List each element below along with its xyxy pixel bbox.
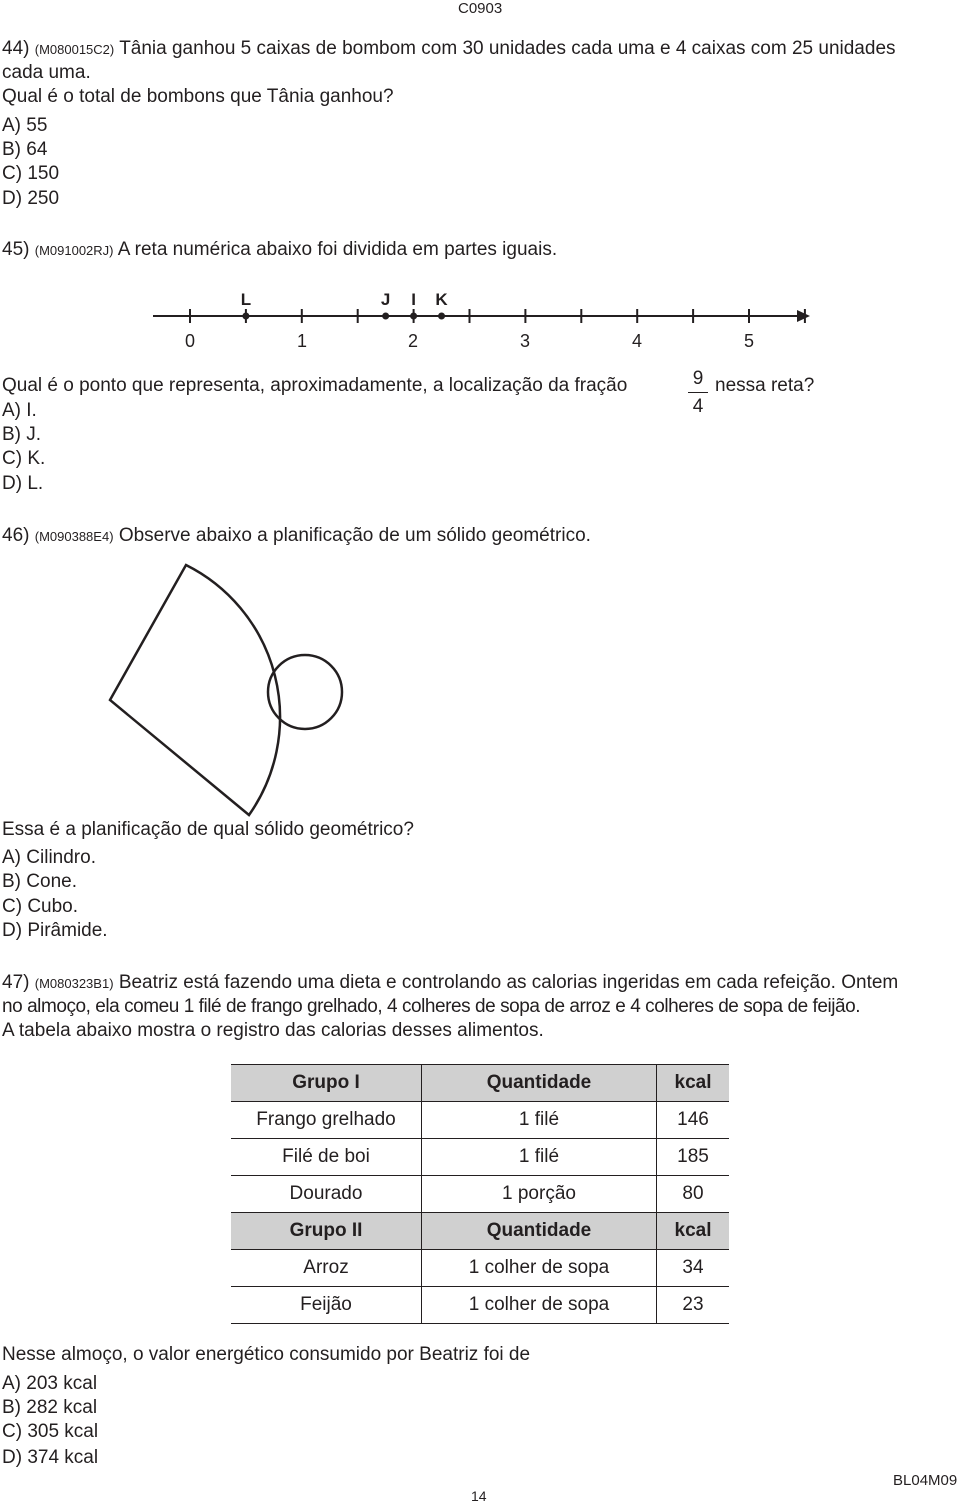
q44-option-b: B) 64 [2,139,48,160]
table-cell: 34 [657,1250,730,1287]
q44-option-d: D) 250 [2,188,60,209]
tick-label-5: 5 [743,331,755,351]
q47-option-a: A) 203 kcal [2,1373,98,1394]
number-line-point-K [438,313,445,320]
q46-stem: Observe abaixo a planificação de um sólido geométrico. [118,525,591,546]
number-line [150,285,820,355]
q47-line-1 [2,971,898,996]
table-cell: Frango grelhado [231,1102,422,1139]
q44-option-a: A) 55 [2,115,48,136]
fraction-bar [688,392,708,393]
number-line-point-I [410,313,417,320]
table-cell: 1 filé [422,1102,657,1139]
table-cell: Arroz [231,1250,422,1287]
q45-option-d: D) L. [2,473,44,494]
q44-stem-2: cada uma. [2,62,91,83]
table-row [231,1250,729,1287]
table-header-cell: Quantidade [422,1065,657,1102]
q47-stem-3: A tabela abaixo mostra o registro das calorias desses alimentos. [2,1020,544,1041]
q45-code: (M091002RJ) [34,243,114,258]
number-line-point-label: J [380,290,391,309]
q44-stem-1: Tânia ganhou 5 caixas de bombom com 30 unidades cada uma e 4 caixas com 25 unidades [119,38,896,59]
table-header-group-2 [231,1213,729,1250]
q44-line-1 [2,37,896,62]
table-cell: 185 [657,1139,730,1176]
q45-number: 45) [2,239,30,260]
q45-option-a: A) I. [2,400,37,421]
cone-lateral-sector [110,565,280,815]
footer-code: BL04M09 [893,1472,958,1489]
table-row [231,1139,729,1176]
tick-label-1: 1 [296,331,308,351]
q44-question: Qual é o total de bombons que Tânia ganhou? [2,86,394,107]
table-cell: 80 [657,1176,730,1213]
table-cell: Filé de boi [231,1139,422,1176]
table-header-group-1 [231,1065,729,1102]
q46-line-1 [2,524,591,549]
q46-option-a: A) Cilindro. [2,847,96,868]
q45-question-after: nessa reta? [715,375,815,396]
number-line-point-L [242,313,249,320]
table-cell: Feijão [231,1287,422,1324]
tick-label-2: 2 [407,331,419,351]
q47-number: 47) [2,972,30,993]
q45-question [2,374,627,398]
q47-stem-2: no almoço, ela comeu 1 filé de frango grelhado, 4 colheres de sopa de arroz e 4 colheres de sopa de feijão. [2,996,861,1017]
q46-option-c: C) Cubo. [2,896,79,917]
number-line-arrowhead [797,310,810,322]
table-cell: 23 [657,1287,730,1324]
tick-label-3: 3 [519,331,531,351]
q47-option-c: C) 305 kcal [2,1421,99,1442]
q47-question: Nesse almoço, o valor energético consumido por Beatriz foi de [2,1344,531,1365]
table-header-cell: kcal [657,1213,730,1250]
q45-option-c: C) K. [2,448,46,469]
q45-option-b: B) J. [2,424,42,445]
q46-question: Essa é a planificação de qual sólido geométrico? [2,819,414,840]
tick-label-0: 0 [184,331,196,351]
table-row [231,1102,729,1139]
page-number: 14 [471,1488,487,1504]
q47-code: (M080323B1) [34,976,114,991]
q45-line-1 [2,238,557,263]
table-header-cell: kcal [657,1065,730,1102]
table-row [231,1176,729,1213]
cone-net-figure [100,560,360,820]
fraction-numerator: 9 [692,368,704,389]
q46-option-d: D) Pirâmide. [2,920,108,941]
q47-option-d: D) 374 kcal [2,1447,99,1468]
calories-table [231,1064,729,1324]
number-line-point-label: I [411,290,416,309]
q45-stem: A reta numérica abaixo foi dividida em partes iguais. [117,239,558,260]
header-code: C0903 [458,0,503,17]
number-line-point-J [382,313,389,320]
number-line-point-label: L [240,290,252,309]
q44-number: 44) [2,38,30,59]
table-cell: 1 colher de sopa [422,1250,657,1287]
q46-number: 46) [2,525,30,546]
table-cell: 1 colher de sopa [422,1287,657,1324]
table-header-cell: Quantidade [422,1213,657,1250]
table-cell: 146 [657,1102,730,1139]
q44-option-c: C) 150 [2,163,60,184]
number-line-point-label: K [435,290,448,309]
table-row [231,1287,729,1324]
table-header-cell: Grupo II [231,1213,422,1250]
table-cell: Dourado [231,1176,422,1213]
fraction-denominator: 4 [692,396,704,417]
table-cell: 1 filé [422,1139,657,1176]
q47-option-b: B) 282 kcal [2,1397,98,1418]
q45-question-before: Qual é o ponto que representa, aproximadamente, a localização da fração [2,375,628,396]
q46-code: (M090388E4) [34,529,114,544]
q47-stem-1: Beatriz está fazendo uma dieta e controlando as calorias ingeridas em cada refeição. Ontem [118,972,899,993]
table-cell: 1 porção [422,1176,657,1213]
table-header-cell: Grupo I [231,1065,422,1102]
q44-code: (M080015C2) [34,42,115,57]
tick-label-4: 4 [631,331,643,351]
q46-option-b: B) Cone. [2,871,77,892]
